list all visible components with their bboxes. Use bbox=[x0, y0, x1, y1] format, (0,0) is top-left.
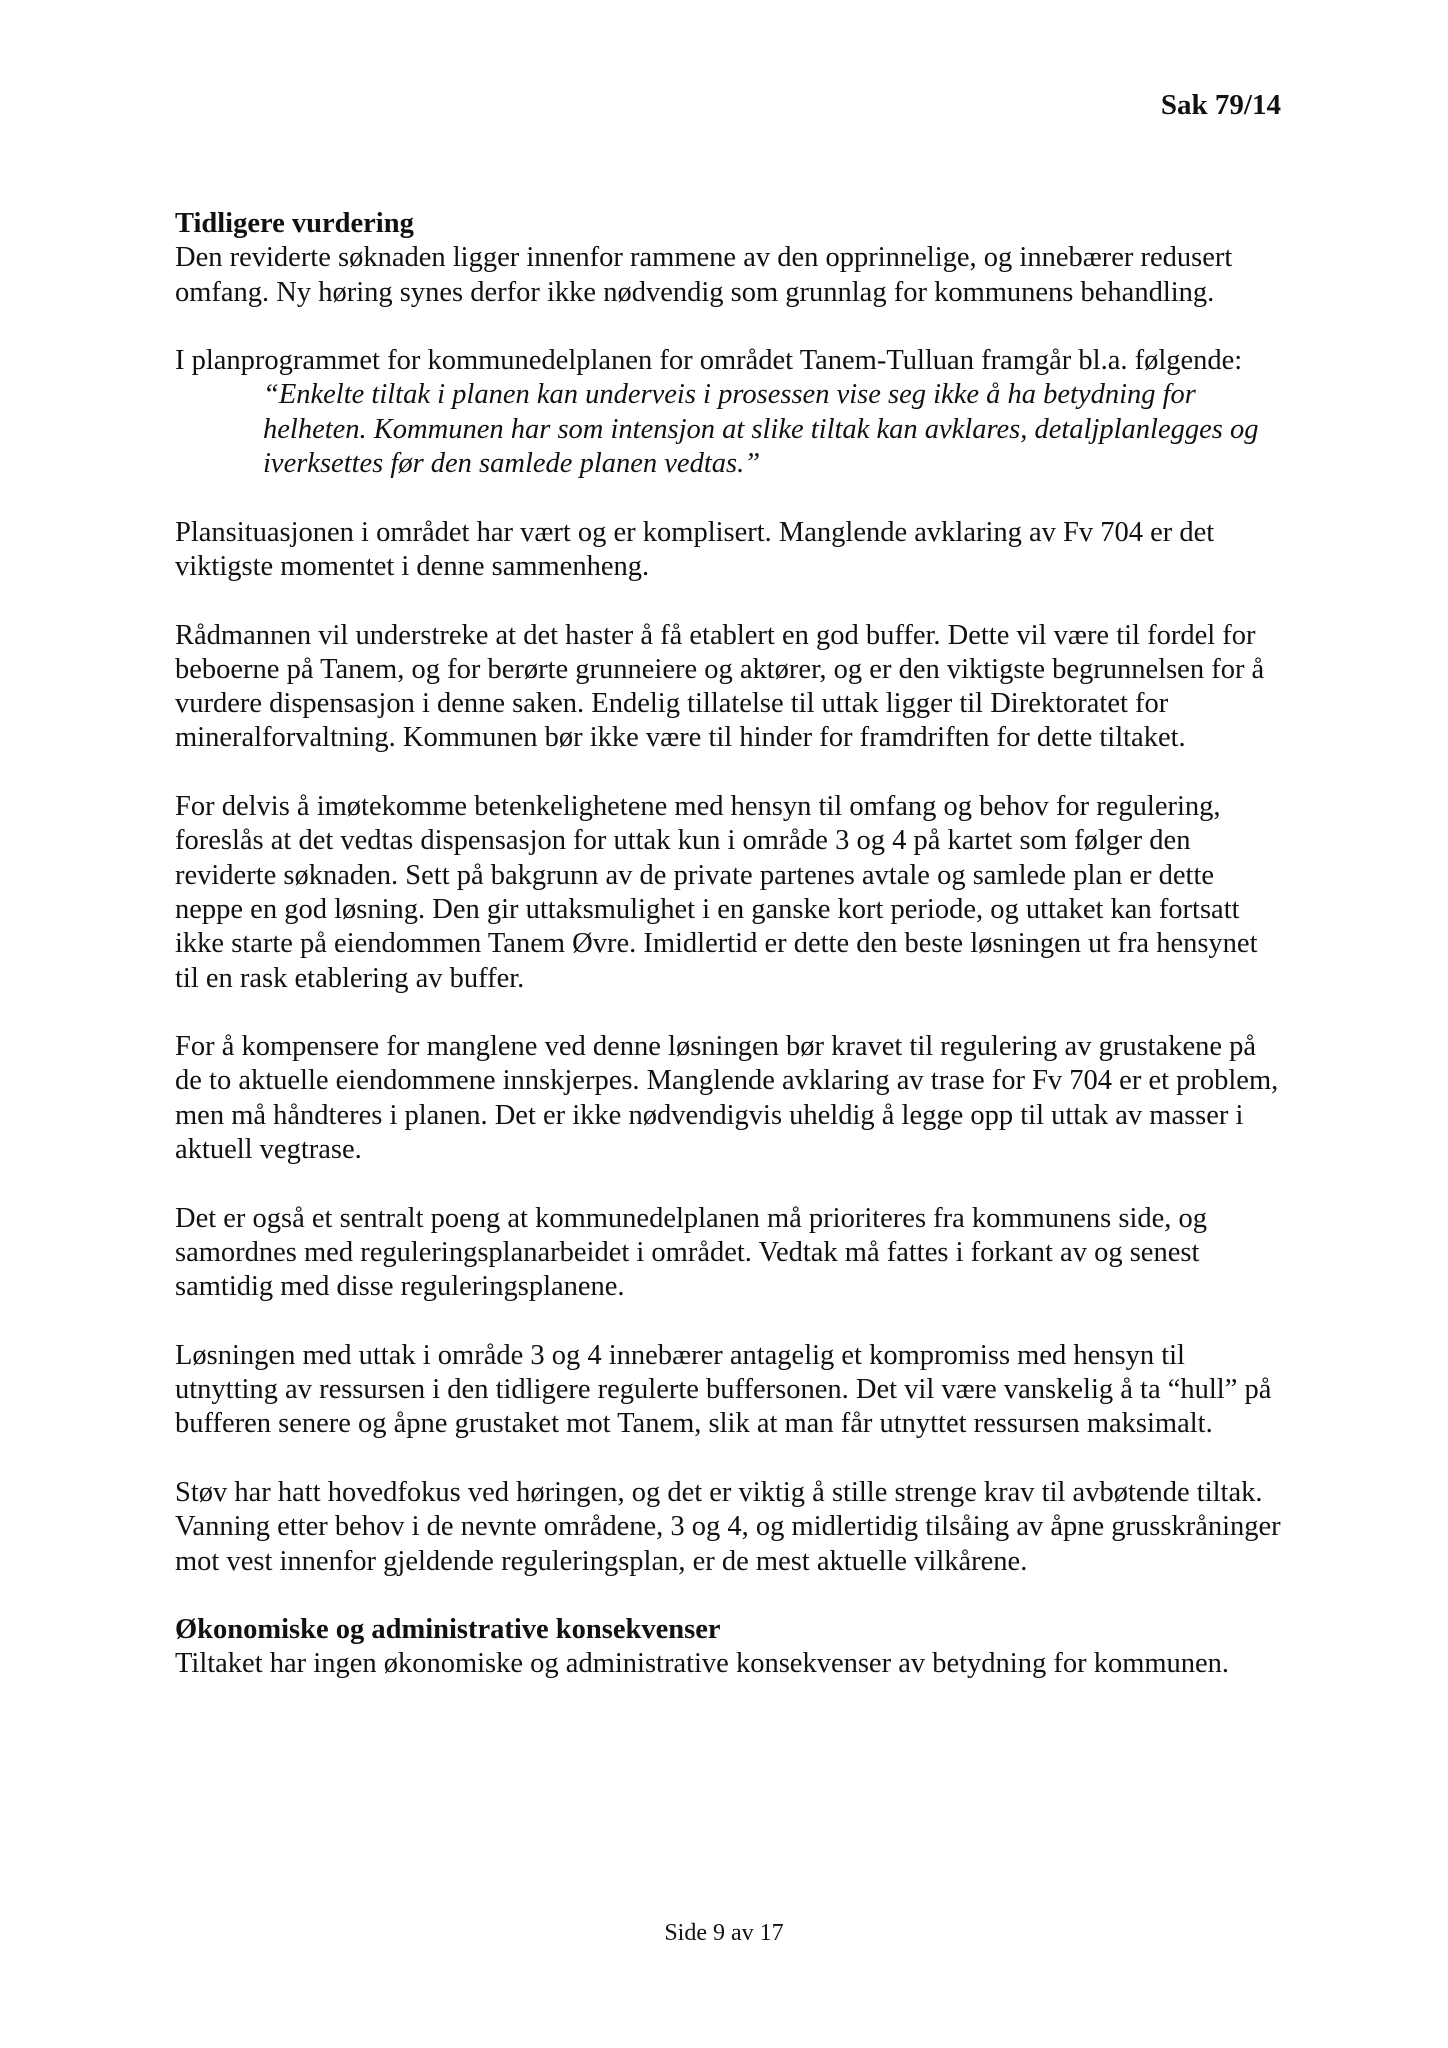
case-reference: Sak 79/14 bbox=[1160, 89, 1281, 121]
section-heading-prior-assessment: Tidligere vurdering bbox=[175, 208, 414, 239]
paragraph-dispensation-proposal: For delvis å imøtekomme betenkelighetene med hensyn til omfang og behov for regulering, foreslås at det vedtas dispensasjon for uttak kun i område 3 og 4 på kartet som følger den reviderte søknaden. Sett på bakgrunn av de private partenes avtale og samlede plan er dette neppe en god løsning. Den gir uttaksmulighet i en ganske kort periode, og uttaket kan fortsatt ikke starte på eiendommen Tanem Øvre. Imidlertid er dette den beste løsningen ut fra hensynet til en rask etablering av buffer. bbox=[175, 791, 1258, 994]
planprogram-quote: “Enkelte tiltak i planen kan underveis i prosessen vise seg ikke å ha betydning for helheten. Kommunen har som intensjon at slike tiltak kan avklares, detaljplanlegges og iverksettes før den samlede planen vedtas.” bbox=[263, 379, 1259, 480]
document-body bbox=[175, 207, 1285, 1716]
paragraph-plan-situation: Plansituasjonen i området har vært og er komplisert. Manglende avklaring av Fv 704 er det viktigste momentet i denne sammenheng. bbox=[175, 516, 1215, 582]
paragraph-buffer-urgency: Rådmannen vil understreke at det haster å få etablert en god buffer. Dette vil være til fordel for beboerne på Tanem, og for berørte grunneiere og aktører, og er den viktigste begrunnelsen for å vurdere dispensasjon i denne saken. Endelig tillatelse til uttak ligger til Direktoratet for mineralforvaltning. Kommunen bør ikke være til hinder for framdriften for dette tiltaket. bbox=[175, 619, 1265, 754]
paragraph-economic-consequences: Tiltaket har ingen økonomiske og administrative konsekvenser av betydning for kommunen. bbox=[175, 1648, 1230, 1680]
paragraph-plan-priority: Det er også et sentralt poeng at kommunedelplanen må prioriteres fra kommunens side, og samordnes med reguleringsplanarbeidet i området. Vedtak må fattes i forkant av og senest samtidig med disse reguleringsplanene. bbox=[175, 1202, 1208, 1303]
paragraph-planprogram-intro: I planprogrammet for kommunedelplanen for området Tanem-Tulluan framgår bl.a. følgende: bbox=[175, 345, 1243, 377]
page-number: Side 9 av 17 bbox=[664, 1920, 784, 1946]
paragraph-regulation-requirement: For å kompensere for manglene ved denne løsningen bør kravet til regulering av grustakene på de to aktuelle eiendommene innskjerpes. Manglende avklaring av trase for Fv 704 er et problem, men må håndteres i planen. Det er ikke nødvendigvis uheldig å legge opp til uttak av masser i aktuell vegtrase. bbox=[175, 1031, 1279, 1166]
section-heading-economic-consequences: Økonomiske og administrative konsekvenser bbox=[175, 1614, 721, 1646]
paragraph-revised-application: Den reviderte søknaden ligger innenfor rammene av den opprinnelige, og innebærer redusert omfang. Ny høring synes derfor ikke nødvendig som grunnlag for kommunens behandling. bbox=[175, 242, 1233, 308]
paragraph-dust-mitigation: Støv har hatt hovedfokus ved høringen, og det er viktig å stille strenge krav til avbøtende tiltak. Vanning etter behov i de nevnte områdene, 3 og 4, og midlertidig tilsåing av åpne grusskråninger mot vest innenfor gjeldende reguleringsplan, er de mest aktuelle vilkårene. bbox=[175, 1476, 1281, 1577]
paragraph-compromise: Løsningen med uttak i område 3 og 4 innebærer antagelig et kompromiss med hensyn til utnytting av ressursen i den tidligere regulerte buffersonen. Det vil være vanskelig å ta “hull” på bufferen senere og åpne grustaket mot Tanem, slik at man får utnyttet ressursen maksimalt. bbox=[175, 1339, 1272, 1440]
